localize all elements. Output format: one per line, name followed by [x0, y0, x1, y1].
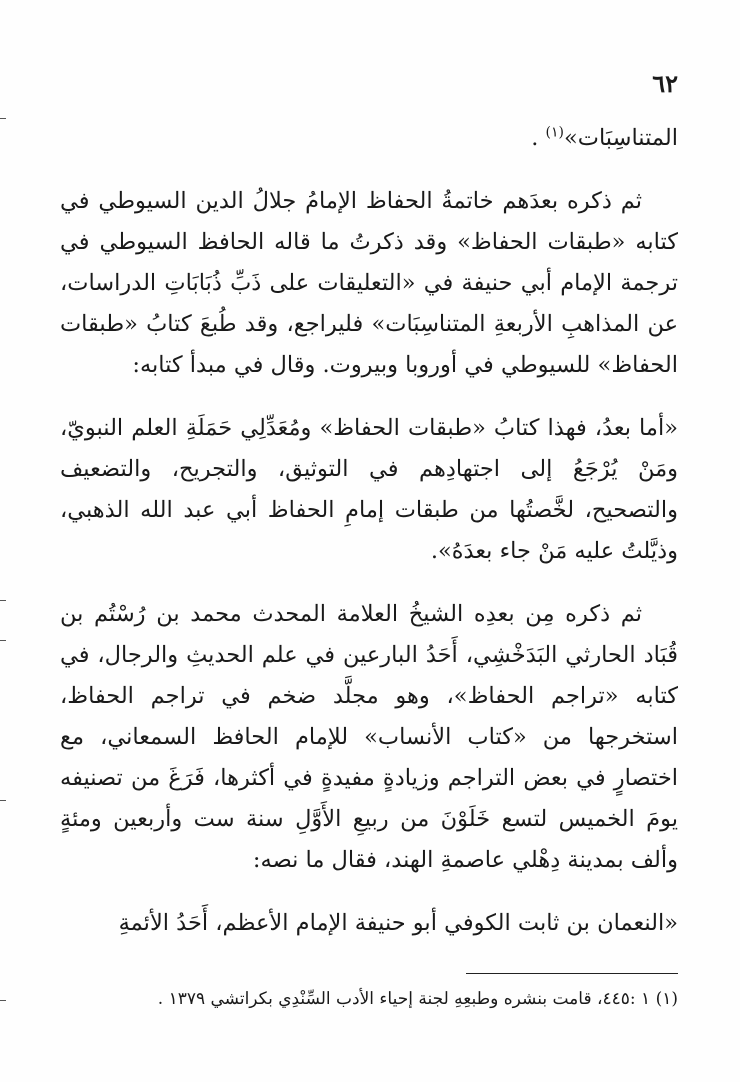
margin-tick: [0, 800, 6, 801]
paragraph-badakhshi: ثم ذكره مِن بعدِه الشيخُ العلامة المحدث محمد بن رُسْتُم بن قُبَاد الحارثي البَدَخْشِي، أَحَدُ البارعين في علم الحديثِ والرجال، في كتابه «تراجم الحفاظ»، وهو مجلَّد ضخم في تراجم الحفاظ، استخرجها من «كتاب الأنساب» للإمام الحافظ السمعاني، مع اختصارٍ في بعض التراجم وزيادةٍ مفيدةٍ في أكثرها، فَرَغَ من تصنيفه يومَ الخميس لتسع خَلَوْنَ من ربيعِ الأَوَّلِ سنة ست وأربعين ومئةٍ وألف بمدينة دِهْلي عاصمةِ الهند، فقال ما نصه:: [60, 601, 678, 873]
margin-tick: [0, 1000, 6, 1001]
paragraph-end-punctuation: .: [531, 125, 546, 151]
page-number: ٦٢: [652, 69, 678, 98]
margin-tick: [0, 600, 6, 601]
paragraph-suyuti: ثم ذكره بعدَهم خاتمةُ الحفاظ الإمامُ جلالُ الدين السيوطي في كتابه «طبقات الحفاظ» وقد ذكرتُ ما قاله الحافظ السيوطي في ترجمة الإمام أبي حنيفة في «التعليقات على ذَبِّ ذُبَابَاتِ الدراسات، عن المذاهبِ الأربعةِ المتناسِبَات» فليراجع، وقد طُبعَ كتابُ «طبقات الحفاظ» للسيوطي في أوروبا وبيروت. وقال في مبدأ كتابه:: [60, 188, 678, 378]
paragraph-text: المتناسِبَات»: [564, 125, 678, 151]
page-body: [60, 118, 678, 944]
footnote: (١) ١ :٤٤٥، قامت بنشره وطبعِهِ لجنة إحياء الأدب السِّنْدِي بكراتشي ١٣٧٩ .: [157, 989, 678, 1009]
paragraph-quote-tabaqat: «أما بعدُ، فهذا كتابُ «طبقات الحفاظ» ومُعَدِّلِي حَمَلَةِ العلم النبويّ، ومَنْ يُرْجَعُ إلى اجتهادِهم في التوثيق، والتجريح، والتضعيف والتصحيح، لخَّصتُها من طبقات إمامِ الحفاظ أبي عبد الله الذهبي، وذيَّلتُ عليه مَنْ جاء بعدَهُ».: [60, 415, 678, 564]
footnote-reference: (١): [545, 124, 564, 141]
paragraph-quote-numan: «النعمان بن ثابت الكوفي أبو حنيفة الإمام الأعظم، أَحَدُ الأئمةِ: [118, 910, 678, 936]
paragraph-continuation: [60, 118, 678, 159]
margin-tick: [0, 118, 6, 119]
footnote-separator: [466, 973, 678, 974]
margin-tick: [0, 640, 6, 641]
